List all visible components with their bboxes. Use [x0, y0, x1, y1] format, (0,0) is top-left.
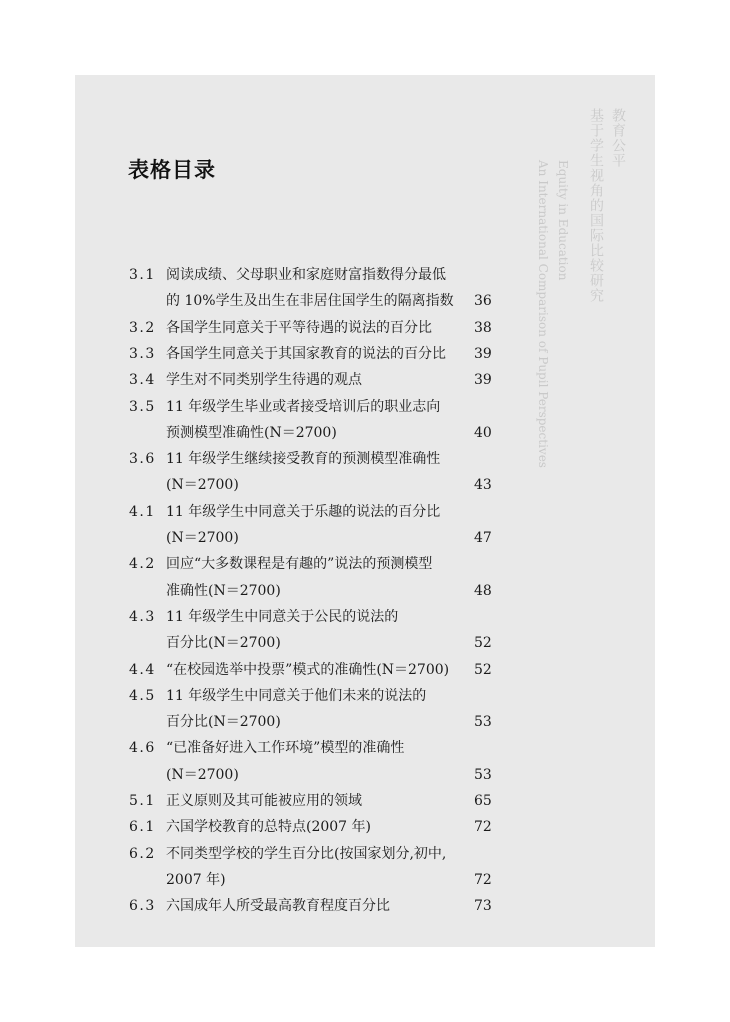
toc-entry-title-line: 2007 年) [166, 871, 226, 888]
toc-entry-number: 3.4 [129, 372, 156, 389]
toc-entry-number: 6.1 [129, 819, 156, 836]
toc-entry-title-line: “在校园选举中投票”模式的准确性(N＝2700) [166, 661, 450, 678]
toc-entry-number: 3.1 [129, 267, 156, 283]
toc-entry-number: 6.2 [129, 845, 156, 862]
side-title-en-line2: An International Comparison of Pupil Perspectives [536, 160, 550, 468]
toc-entry-title-line: (N＝2700) [166, 477, 239, 494]
toc-entry-number: 3.3 [129, 345, 156, 362]
toc-entry-number: 4.3 [129, 608, 156, 625]
toc-entry-title-line: 11 年级学生中同意关于他们未来的说法的 [166, 687, 427, 704]
toc-entry-page-number: 48 [474, 582, 492, 599]
toc-entry-number: 5.1 [129, 793, 156, 809]
toc-entry-title-line: 各国学生同意关于平等待遇的说法的百分比 [166, 319, 432, 336]
toc-entry-number: 4.4 [129, 661, 156, 678]
toc-entry-title-line: 11 年级学生毕业或者接受培训后的职业志向 [166, 398, 441, 415]
toc-entry-title-line: 的 10%学生及出生在非居住国学生的隔离指数 [166, 293, 454, 310]
toc-entry-title-line: 学生对不同类别学生待遇的观点 [166, 372, 362, 389]
toc-entry-page-number: 72 [474, 819, 492, 836]
toc-entry-page-number: 53 [474, 714, 492, 731]
toc-entry-page-number: 39 [474, 345, 492, 362]
toc-entry-title-line: 11 年级学生中同意关于公民的说法的 [166, 608, 399, 625]
toc-entry-title-line: 11 年级学生中同意关于乐趣的说法的百分比 [166, 503, 441, 520]
toc-entry-title-line: 正义原则及其可能被应用的领域 [166, 793, 362, 809]
toc-entry-page-number: 47 [474, 530, 492, 546]
toc-entry-page-number: 43 [474, 477, 492, 494]
toc-entry-page-number: 65 [474, 793, 492, 809]
toc-entry-number: 3.6 [129, 451, 156, 468]
toc-entry-number: 4.2 [129, 556, 156, 573]
toc-entry-title-line: 百分比(N＝2700) [166, 714, 281, 731]
toc-entry-title-line: (N＝2700) [166, 766, 239, 783]
toc-entry-page-number: 52 [474, 635, 492, 652]
toc-entry-page-number: 36 [474, 293, 492, 310]
toc-entry-page-number: 52 [474, 661, 492, 678]
toc-entry-number: 6.3 [129, 898, 156, 915]
toc-entry-page-number: 38 [474, 319, 492, 336]
toc-entry-title-line: (N＝2700) [166, 530, 239, 546]
toc-entry-title-line: “已准备好进入工作环境”模型的准确性 [166, 740, 405, 757]
toc-entry-page-number: 39 [474, 372, 492, 389]
toc-entry-number: 4.1 [129, 503, 156, 520]
toc-entry-page-number: 40 [474, 424, 492, 441]
toc-entry-title-line: 回应“大多数课程是有趣的”说法的预测模型 [166, 556, 433, 573]
side-title-cn-line2: 基于学生视角的国际比较研究 [588, 108, 604, 303]
toc-entry-number: 3.5 [129, 398, 156, 415]
toc-entry-title-line: 各国学生同意关于其国家教育的说法的百分比 [166, 345, 446, 362]
toc-entry-title-line: 11 年级学生继续接受教育的预测模型准确性 [166, 451, 441, 468]
toc-entry-title-line: 预测模型准确性(N＝2700) [166, 424, 337, 441]
toc-entry-page-number: 53 [474, 766, 492, 783]
toc-entry-title-line: 不同类型学校的学生百分比(按国家划分,初中, [166, 845, 447, 862]
toc-entry-number: 4.5 [129, 687, 156, 704]
toc-entry-number: 3.2 [129, 319, 156, 336]
toc-entry-title-line: 六国学校教育的总特点(2007 年) [166, 819, 372, 836]
toc-entry-title-line: 百分比(N＝2700) [166, 635, 281, 652]
toc-entry-page-number: 72 [474, 871, 492, 888]
side-title-en-line1: Equity in Education [556, 160, 570, 281]
toc-entry-title-line: 准确性(N＝2700) [166, 582, 281, 599]
toc-entry-title-line: 阅读成绩、父母职业和家庭财富指数得分最低 [166, 267, 446, 283]
toc-entry-title-line: 六国成年人所受最高教育程度百分比 [166, 898, 390, 915]
toc-entry-number: 4.6 [129, 740, 156, 757]
side-title-cn-line1: 教育公平 [610, 108, 626, 168]
toc-entry-page-number: 73 [474, 898, 492, 915]
page-title: 表格目录 [128, 158, 216, 182]
